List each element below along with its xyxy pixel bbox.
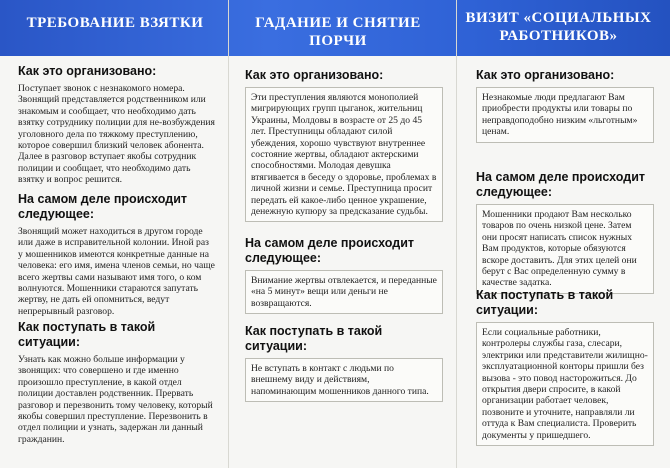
section-heading: Как это организовано: xyxy=(18,64,157,78)
section-reality xyxy=(245,236,443,314)
section-text: Узнать как можно больше информации у звонящих: что совершено и где именно произошло преступление, в какой отдел полиции доставлен родственник. Прервать разговор и перезвонить тому человеку, который якобы совершил преступление. Перезвонить в отдел полиции и узнать, задержан ли данный гражданин. xyxy=(18,354,213,445)
section-what-to-do xyxy=(245,324,443,402)
section-text: Если социальные работники, контролеры службы газа, слесари, электрики или представители жилищно-эксплуатационной конторы пришли без вызова - это повод насторожиться. До открытия двери спросите, в какой организации работает человек, позвоните и уточните, направляли ли оттуда к Вам специалиста. Проверить документы у пришедшего. xyxy=(476,322,654,446)
section-text: Поступает звонок с незнакомого номера. Звонящий представляется родственником или знакомым и сообщает, что необходимо дать взятку сотруднику полиции для не-возбуждения уголовного дела по тяжкому преступлению, которое совершил близкий человек абонента. Далее в разговор вступает якобы сотрудник полиции и сообщает, что необходимо дать взятку и вопрос решится. xyxy=(18,83,215,186)
header-fortune-telling: ГАДАНИЕ И СНЯТИЕ ПОРЧИ xyxy=(255,15,421,49)
section-what-to-do xyxy=(476,288,654,446)
section-heading: Как поступать в такой ситуации: xyxy=(476,288,614,317)
header-bribe: ТРЕБОВАНИЕ ВЗЯТКИ xyxy=(26,15,204,31)
section-organized xyxy=(18,64,216,186)
section-heading: На самом деле происходит следующее: xyxy=(18,192,188,221)
section-what-to-do xyxy=(18,320,216,445)
section-text: Внимание жертвы отвлекается, и переданные «на 5 минут» вещи или деньги не возвращаются. xyxy=(245,270,443,314)
section-heading: Как это организовано: xyxy=(245,68,384,82)
section-organized xyxy=(245,68,443,222)
section-reality xyxy=(476,170,654,294)
section-text: Эти преступления являются монополией мигрирующих групп цыганок, жительниц Украины, Молдовы в возрасте от 25 до 45 лет. Преступницы обладают силой убеждения, хорошо чувствуют внутреннее состояние жертвы, обладают актерскими способностями. Молодая девушка втягивается в беседу о здоровье, проблемах в личной жизни и семье. Преступница просит передать ей какое-либо ценное украшение, денежную купюру за предсказание судьбы. xyxy=(245,87,443,222)
section-text: Незнакомые люди предлагают Вам приобрести продукты или товары по неправдоподобно низким «льготным» ценам. xyxy=(476,87,654,143)
section-organized xyxy=(476,68,654,143)
section-heading: На самом деле происходит следующее: xyxy=(476,170,646,199)
header-social-workers: ВИЗИТ «СОЦИАЛЬНЫХ РАБОТНИКОВ» xyxy=(465,10,652,44)
section-text: Звонящий может находиться в другом городе или даже в исправительной колонии. Иной раз у мошенников имеются конкретные данные на человека: его имя, имена членов семьи, но чаще всего жертвы сами называют имя того, о ком волнуются. Мошенники стараются запутать жертву, не дать ей опомниться, ведут непрерывный разговор. xyxy=(18,226,215,317)
section-reality xyxy=(18,192,216,317)
section-heading: Как это организовано: xyxy=(476,68,615,82)
section-text: Мошенники продают Вам несколько товаров по очень низкой цене. Затем они просят написать список нужных Вам продуктов, которые обязуются вскоре доставить. Для этих целей они берут с Вас определенную сумму в качестве задатка. xyxy=(476,204,654,294)
section-heading: Как поступать в такой ситуации: xyxy=(245,324,383,353)
section-heading: Как поступать в такой ситуации: xyxy=(18,320,156,349)
fold-line-1 xyxy=(228,0,229,468)
header-band xyxy=(0,0,670,56)
section-heading: На самом деле происходит следующее: xyxy=(245,236,415,265)
fold-line-2 xyxy=(456,0,457,468)
section-text: Не вступать в контакт с людьми по внешнему виду и действиям, напоминающим мошенников данного типа. xyxy=(245,358,443,402)
